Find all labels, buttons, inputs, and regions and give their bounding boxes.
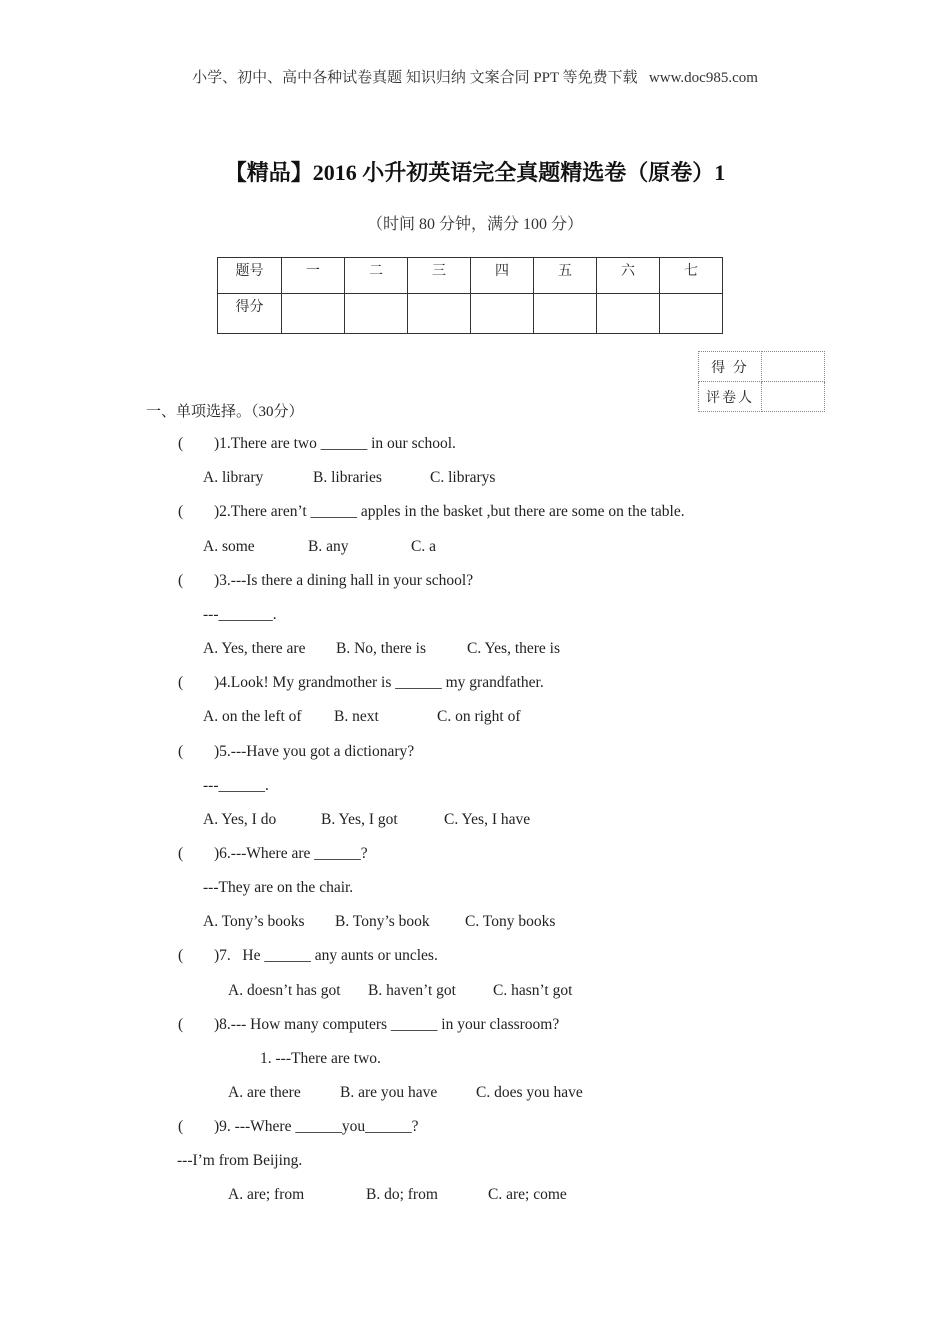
score-cell [345, 294, 408, 334]
score-table-col: 三 [408, 258, 471, 294]
answer-line: ---_______. [203, 606, 277, 623]
answer-paren: ( [178, 435, 184, 452]
score-table-col: 二 [345, 258, 408, 294]
answer-paren: ( [178, 503, 184, 520]
question-stem: )1.There are two ______ in our school. [214, 435, 456, 452]
score-cell [660, 294, 723, 334]
question-stem: )4.Look! My grandmother is ______ my grandfather. [214, 674, 544, 691]
answer-paren: ( [178, 1118, 184, 1135]
option-b: B. libraries [313, 469, 382, 486]
page-title: 【精品】2016 小升初英语完全真题精选卷（原卷）1 [224, 160, 726, 185]
grader-name-label: 评卷人 [699, 382, 762, 412]
question-stem: )2.There aren’t ______ apples in the basket ,but there are some on the table. [214, 503, 685, 520]
question-stem: )6.---Where are ______? [214, 845, 368, 862]
option-b: B. are you have [340, 1084, 438, 1101]
answer-paren: ( [178, 743, 184, 760]
question-stem: )7. He ______ any aunts or uncles. [214, 947, 438, 964]
option-b: B. Tony’s book [335, 913, 430, 930]
question-stem: )5.---Have you got a dictionary? [214, 743, 415, 760]
option-c: C. hasn’t got [493, 982, 573, 999]
option-b: B. do; from [366, 1186, 438, 1203]
option-b: B. Yes, I got [321, 811, 398, 828]
option-b: B. next [334, 708, 379, 725]
question-stem: )3.---Is there a dining hall in your school? [214, 572, 474, 589]
answer-paren: ( [178, 674, 184, 691]
answer-paren: ( [178, 845, 184, 862]
option-c: C. on right of [437, 708, 521, 725]
answer-line: ---I’m from Beijing. [177, 1152, 303, 1169]
answer-paren: ( [178, 947, 184, 964]
score-cell [534, 294, 597, 334]
question-stem: )8.--- How many computers ______ in your classroom? [214, 1016, 560, 1033]
grader-box [698, 351, 825, 412]
option-a: A. library [203, 469, 264, 486]
option-a: A. are there [228, 1084, 301, 1101]
answer-paren: ( [178, 572, 184, 589]
question-stem: )9. ---Where ______you______? [214, 1118, 419, 1135]
grader-score-cell [762, 352, 825, 382]
option-a: A. on the left of [203, 708, 302, 725]
score-table-col: 五 [534, 258, 597, 294]
option-a: A. some [203, 538, 255, 555]
option-c: C. Yes, I have [444, 811, 531, 828]
score-table-col: 六 [597, 258, 660, 294]
page-header: 小学、初中、高中各种试卷真题 知识归纳 文案合同 PPT 等免费下载 www.doc985.com [192, 70, 758, 86]
option-b: B. No, there is [336, 640, 426, 657]
option-a: A. Yes, there are [203, 640, 306, 657]
option-c: C. Tony books [465, 913, 556, 930]
option-c: C. librarys [430, 469, 496, 486]
answer-line: ---______. [203, 777, 269, 794]
option-a: A. Tony’s books [203, 913, 305, 930]
score-cell [597, 294, 660, 334]
option-b: B. any [308, 538, 349, 555]
score-table-col: 四 [471, 258, 534, 294]
grader-name-cell [762, 382, 825, 412]
option-a: A. Yes, I do [203, 811, 277, 828]
section-title: 一、单项选择。（30分） [146, 404, 304, 420]
score-cell [282, 294, 345, 334]
grader-score-label: 得 分 [699, 352, 762, 382]
option-c: C. are; come [488, 1186, 567, 1203]
score-cell [408, 294, 471, 334]
option-c: C. does you have [476, 1084, 583, 1101]
score-table [217, 257, 723, 334]
option-c: C. a [411, 538, 436, 555]
score-table-col: 七 [660, 258, 723, 294]
score-table-row-header: 题号 [218, 258, 282, 294]
answer-line: ---They are on the chair. [203, 879, 354, 896]
exam-info: （时间 80 分钟，满分 100 分） [366, 216, 583, 233]
option-b: B. haven’t got [368, 982, 456, 999]
score-table-col: 一 [282, 258, 345, 294]
option-a: A. are; from [228, 1186, 305, 1203]
answer-line: 1. ---There are two. [260, 1050, 381, 1067]
option-a: A. doesn’t has got [228, 982, 341, 999]
score-table-row-header: 得分 [218, 294, 282, 334]
score-cell [471, 294, 534, 334]
option-c: C. Yes, there is [467, 640, 561, 657]
answer-paren: ( [178, 1016, 184, 1033]
